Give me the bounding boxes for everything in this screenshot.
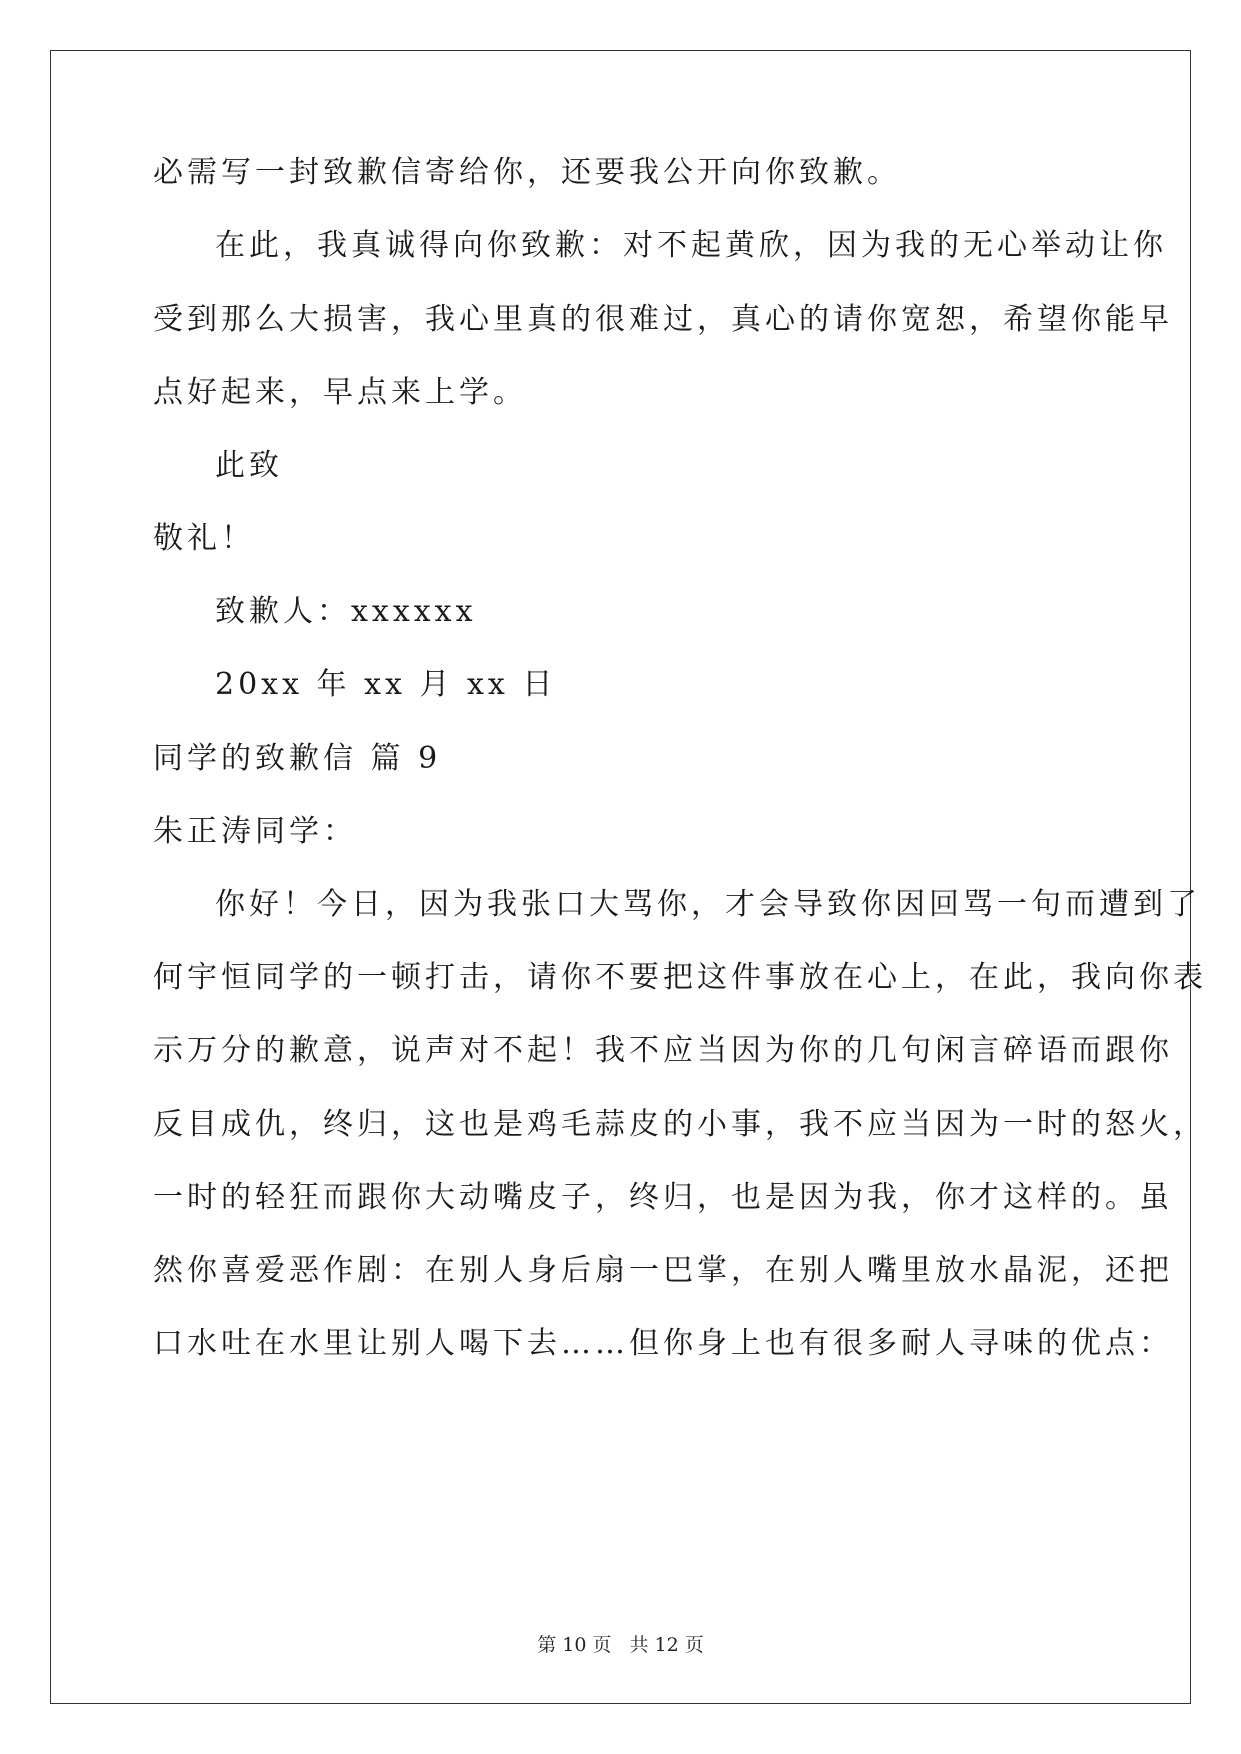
section-heading: 同学的致歉信 篇 9 — [153, 741, 442, 776]
text-line: 点好起来，早点来上学。 — [153, 375, 527, 410]
text-line: 一时的轻狂而跟你大动嘴皮子，终归，也是因为我，你才这样的。虽 — [153, 1180, 1173, 1215]
text-line: 必需写一封致歉信寄给你，还要我公开向你致歉。 — [153, 155, 901, 190]
text-line: 受到那么大损害，我心里真的很难过，真心的请你宽恕，希望你能早 — [153, 302, 1173, 337]
closing-regards: 敬礼！ — [153, 521, 255, 556]
page-frame — [50, 50, 1207, 1704]
page-number-total: 共 12 页 — [629, 1634, 704, 1656]
text-line: 何宇恒同学的一顿打击，请你不要把这件事放在心上，在此，我向你表 — [153, 960, 1207, 995]
date-line: 20xx 年 xx 月 xx 日 — [215, 667, 557, 702]
closing-salutation: 此致 — [215, 448, 283, 483]
text-line: 口水吐在水里让别人喝下去……但你身上也有很多耐人寻味的优点： — [153, 1326, 1173, 1361]
text-line: 然你喜爱恶作剧：在别人身后扇一巴掌，在别人嘴里放水晶泥，还把 — [153, 1253, 1173, 1288]
recipient-line: 朱正涛同学： — [153, 814, 357, 849]
text-line: 你好！今日，因为我张口大骂你，才会导致你因回骂一句而遭到了 — [215, 887, 1201, 922]
page-number-current: 第 10 页 — [537, 1634, 612, 1656]
signature-line: 致歉人：xxxxxx — [215, 594, 477, 629]
text-line: 在此，我真诚得向你致歉：对不起黄欣，因为我的无心举动让你 — [215, 228, 1167, 263]
page-footer — [0, 1632, 1241, 1658]
text-line: 反目成仇，终归，这也是鸡毛蒜皮的小事，我不应当因为一时的怒火， — [153, 1107, 1207, 1142]
text-line: 示万分的歉意，说声对不起！我不应当因为你的几句闲言碎语而跟你 — [153, 1033, 1173, 1068]
